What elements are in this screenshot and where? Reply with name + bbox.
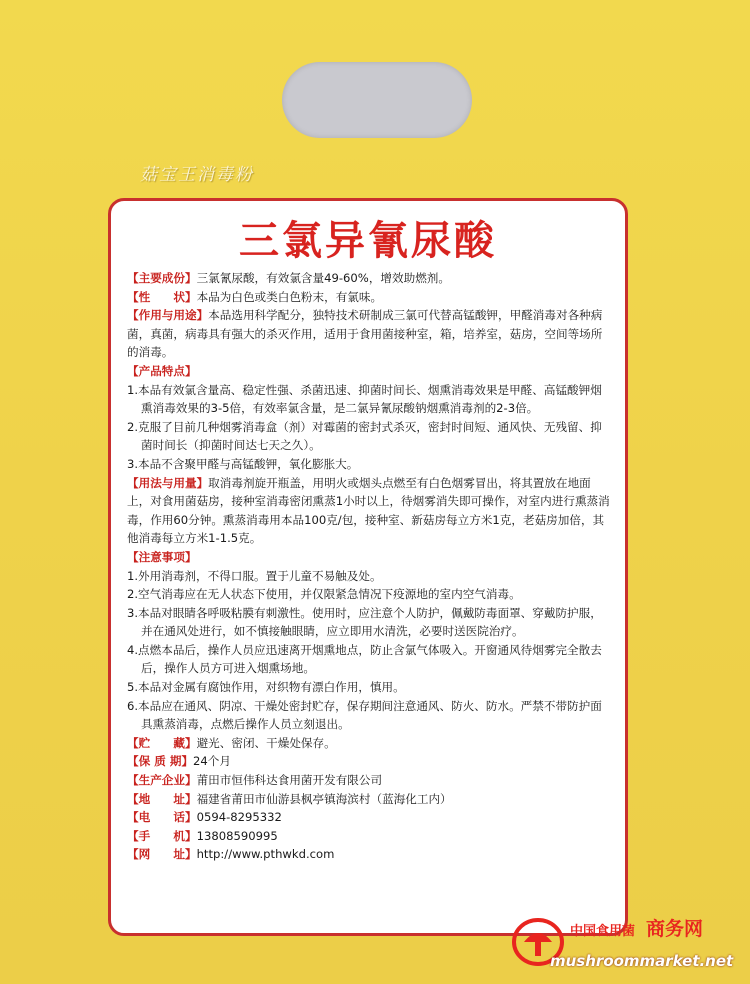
- section-notes-heading: [127, 548, 613, 567]
- info-label: 【保 质 期】: [127, 754, 194, 769]
- info-manufacturer: [127, 771, 613, 790]
- section-text: 本品为白色或类白色粉末，有氯味。: [196, 289, 383, 304]
- section-label: 【用法与用量】: [127, 475, 209, 490]
- info-text: http://www.pthwkd.com: [196, 847, 335, 862]
- bag-handle-cutout: [282, 62, 472, 138]
- note-item: 2.空气消毒应在无人状态下使用，并仅限紧急情况下疫源地的室内空气消毒。: [127, 587, 521, 602]
- watermark-en: mushroommarket.net: [550, 952, 734, 970]
- info-storage: [127, 734, 613, 753]
- watermark-logo: [510, 914, 750, 984]
- section-properties: [127, 288, 613, 307]
- label-panel: [108, 198, 628, 936]
- info-text: 0594-8295332: [196, 810, 282, 825]
- section-label: 【主要成份】: [127, 271, 197, 285]
- info-text: 24个月: [193, 754, 231, 769]
- feature-item: 2.克服了目前几种烟雾消毒盒（剂）对霉菌的密封式杀灭，密封时间短、通风快、无残留、抑菌时间长（抑菌时间达七天之久）。: [127, 419, 602, 453]
- info-label: 【生产企业】: [127, 773, 197, 788]
- section-label: 【产品特点】: [127, 363, 197, 378]
- info-text: 避光、密闭、干燥处保存。: [196, 735, 336, 750]
- info-label: 【贮 藏】: [127, 735, 197, 750]
- feature-item: 3.本品不含聚甲醛与高锰酸钾，氧化膨胀大。: [127, 456, 359, 471]
- product-name: 菇宝王消毒粉: [140, 165, 254, 185]
- section-text: 本品选用科学配分，独特技术研制成三氯可代替高锰酸钾，甲醛消毒对各种病菌，真菌，病毒具有强大的杀灭作用，适用于食用菌接种室，箱，培养室，菇房，空间等场所的消毒。: [127, 308, 603, 360]
- note-item: 1.外用消毒剂，不得口服。置于儿童不易触及处。: [127, 568, 382, 583]
- section-uses: [127, 306, 613, 362]
- info-phone: [127, 808, 613, 827]
- info-label: 【地 址】: [127, 791, 197, 806]
- watermark-cn-large: 商务网: [646, 918, 704, 940]
- info-label: 【电 话】: [127, 810, 197, 825]
- panel-content: [127, 269, 613, 864]
- watermark-cn-small: 中国食用菌: [570, 924, 636, 939]
- note-item: 6.本品应在通风、阴凉、干燥处密封贮存，保存期间注意通风、防火、防水。严禁不带防护面具熏蒸消毒，点燃后操作人员立刻退出。: [127, 698, 602, 732]
- info-label: 【网 址】: [127, 847, 197, 862]
- section-text: 取消毒剂旋开瓶盖，用明火或烟头点燃至有白色烟雾冒出，将其置放在地面上，对食用菌菇房，接种室消毒密闭熏蒸1小时以上，待烟雾消失即可操作，对室内进行熏蒸消毒，作用60分钟。熏蒸消毒用本品100克/包，接种室、新菇房每立方米1克，老菇房加倍，其他消毒每立方米1-1.5克。: [127, 475, 610, 546]
- info-website: [127, 845, 613, 864]
- section-text: 三氯氰尿酸，有效氯含量49-60%，增效助燃剂。: [196, 271, 450, 285]
- info-mobile: [127, 827, 613, 846]
- section-features-heading: [127, 362, 613, 381]
- section-ingredients: [127, 269, 613, 288]
- info-text: 莆田市恒伟科达食用菌开发有限公司: [196, 773, 383, 788]
- section-label: 【注意事项】: [127, 549, 197, 564]
- section-label: 【作用与用途】: [127, 308, 209, 323]
- note-item: 3.本品对眼睛各呼吸粘膜有刺激性。使用时，应注意个人防护，佩戴防毒面罩、穿戴防护服，并在通风处进行，如不慎接触眼睛，应立即用水清洗，必要时送医院治疗。: [127, 605, 602, 639]
- info-shelf-life: [127, 752, 613, 771]
- info-address: [127, 790, 613, 809]
- section-label: 【性 状】: [127, 289, 197, 304]
- info-label: 【手 机】: [127, 828, 197, 843]
- info-text: 13808590995: [196, 828, 278, 843]
- info-text: 福建省莆田市仙游县枫亭镇海滨村（蓝海化工内）: [196, 791, 452, 806]
- note-item: 5.本品对金属有腐蚀作用，对织物有漂白作用，慎用。: [127, 680, 405, 695]
- feature-item: 1.本品有效氯含量高、稳定性强、杀菌迅速、抑菌时间长、烟熏消毒效果是甲醛、高锰酸钾烟熏消毒效果的3-5倍，有效率氯含量，是二氯异氰尿酸钠烟熏消毒剂的2-3倍。: [127, 382, 602, 416]
- panel-title: 三氯异氰尿酸: [239, 218, 497, 264]
- note-item: 4.点燃本品后，操作人员应迅速离开烟熏地点，防止含氯气体吸入。开窗通风待烟雾完全散去后，操作人员方可进入烟熏场地。: [127, 642, 602, 676]
- section-usage: [127, 474, 613, 548]
